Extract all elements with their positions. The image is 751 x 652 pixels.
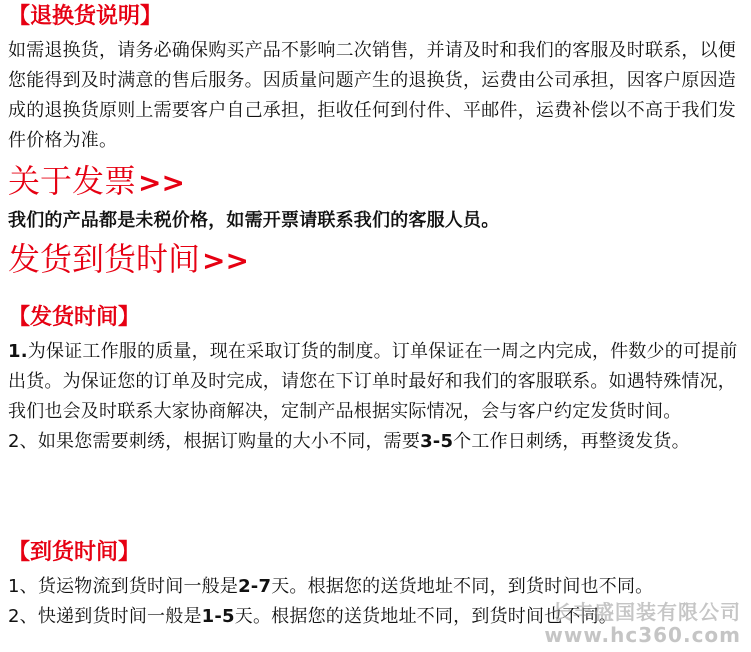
ship-time-item-1 bbox=[8, 337, 743, 427]
ship-time-item-2 bbox=[8, 427, 743, 457]
ship-time-item-2-days: 3-5 bbox=[420, 431, 454, 452]
invoice-section bbox=[8, 162, 743, 236]
arrival-time-item-2-before: 2、快递到货时间一般是 bbox=[8, 606, 202, 627]
watermark-site: www.hc360.com bbox=[544, 623, 741, 647]
arrival-time-item-1 bbox=[8, 572, 743, 602]
arrival-time-item-2-after: 天。根据您的送货地址不同，到货时间也不同。 bbox=[234, 606, 617, 627]
return-exchange-title: 【退换货说明】 bbox=[8, 4, 163, 29]
arrival-time-item-2-days: 1-5 bbox=[201, 606, 235, 627]
ship-time-title: 【发货时间】 bbox=[8, 305, 141, 330]
return-exchange-paragraph: 如需退换货，请务必确保购买产品不影响二次销售，并请及时和我们的客服及时联系，以便您能得到及时满意的售后服务。因质量问题产生的退换货，运费由公司承担，因客户原因造成的退换货原则上需要客户自己承担，拒收任何到付件、平邮件，运费补偿以不高于我们发件价格为准。 bbox=[8, 40, 736, 151]
delivery-time-heading-text: 发货到货时间 bbox=[8, 240, 201, 278]
arrival-time-title: 【到货时间】 bbox=[8, 540, 141, 565]
ship-time-item-2-before: 2、如果您需要刺绣，根据订购量的大小不同，需要 bbox=[8, 431, 421, 452]
watermark-company: 长丰盛国装有限公司 bbox=[552, 600, 741, 624]
delivery-time-heading bbox=[8, 240, 743, 280]
arrival-time-section bbox=[8, 538, 743, 632]
invoice-heading bbox=[8, 162, 743, 202]
return-exchange-section bbox=[8, 2, 743, 156]
delivery-time-heading-arrows: >> bbox=[202, 244, 249, 277]
invoice-heading-arrows: >> bbox=[138, 166, 185, 199]
ship-time-item-2-after: 个工作日刺绣，再整烫发货。 bbox=[453, 431, 690, 452]
ship-time-section bbox=[8, 303, 743, 457]
arrival-time-item-1-days: 2-7 bbox=[238, 576, 272, 597]
ship-time-item-1-text: 为保证工作服的质量，现在采取订货的制度。订单保证在一周之内完成，件数少的可提前出货。为保证您的订单及时完成，请您在下订单时最好和我们的客服联系。如遇特殊情况，我们也会及时联系大家协商解决，定制产品根据实际情况，会与客户约定发货时间。 bbox=[8, 341, 738, 422]
invoice-paragraph: 我们的产品都是未税价格，如需开票请联系我们的客服人员。 bbox=[8, 210, 500, 231]
invoice-heading-text: 关于发票 bbox=[8, 162, 137, 200]
arrival-time-item-2 bbox=[8, 602, 743, 632]
ship-time-item-1-number: 1. bbox=[8, 341, 28, 362]
arrival-time-item-1-after: 天。根据您的送货地址不同，到货时间也不同。 bbox=[271, 576, 654, 597]
arrival-time-item-1-before: 1、货运物流到货时间一般是 bbox=[8, 576, 239, 597]
